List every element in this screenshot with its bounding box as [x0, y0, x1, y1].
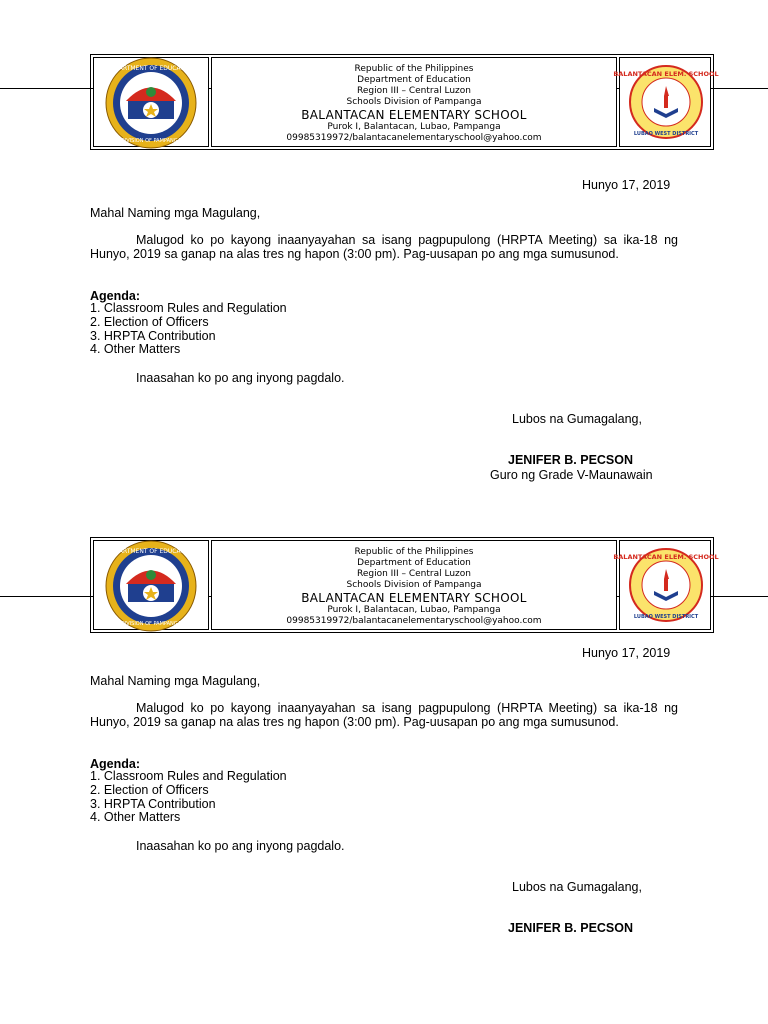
seal-bottom-text: DIVISION OF PAMPANGA	[120, 621, 182, 627]
school-seal-top-text: BALANTACAN ELEM. SCHOOL	[613, 70, 719, 78]
region-line: Region III – Central Luzon	[357, 569, 471, 579]
agenda-title: Agenda:	[90, 757, 140, 771]
deped-seal-icon	[104, 539, 198, 633]
school-name: BALANTACAN ELEMENTARY SCHOOL	[301, 591, 527, 605]
seal-bottom-text: DIVISION OF PAMPANGA	[120, 138, 182, 144]
school-address: Purok I, Balantacan, Lubao, Pampanga	[327, 122, 501, 132]
school-seal-icon	[613, 545, 719, 625]
signatory-title: Guro ng Grade V-Maunawain	[490, 468, 653, 482]
signatory-name: JENIFER B. PECSON	[508, 921, 634, 935]
salutation: Mahal Naming mga Magulang,	[90, 674, 261, 688]
school-seal-top-text: BALANTACAN ELEM. SCHOOL	[613, 553, 719, 561]
school-seal-bottom-text: LUBAO WEST DISTRICT	[633, 131, 699, 137]
complimentary-close: Lubos na Gumagalang,	[512, 880, 642, 894]
agenda-list	[90, 302, 287, 357]
seal-top-text: DEPARTMENT OF EDUCATION	[107, 65, 195, 72]
letterhead	[90, 537, 719, 633]
department-line: Department of Education	[357, 75, 471, 85]
signatory-name: JENIFER B. PECSON	[508, 453, 634, 467]
agenda-item: 1. Classroom Rules and Regulation	[90, 301, 287, 315]
letterhead-logo-cell-right	[613, 57, 719, 147]
agenda-item: 3. HRPTA Contribution	[90, 796, 216, 811]
agenda-list	[90, 770, 287, 825]
letter-body: Malugod ko po kayong inaanyayahan sa isang pagpupulong (HRPTA Meeting) sa ika-18 ng Hunyo, 2019 sa ganap na alas tres ng hapon (3:00 pm). Pag-uusapan po ang mga sumusunod.	[90, 701, 678, 729]
agenda-item: 4. Other Matters	[90, 342, 181, 357]
republic-line: Republic of the Philippines	[354, 64, 474, 74]
letter-date: Hunyo 17, 2019	[582, 178, 671, 192]
closing-line: Inaasahan ko po ang inyong pagdalo.	[136, 371, 345, 385]
school-seal-bottom-text: LUBAO WEST DISTRICT	[633, 614, 699, 620]
agenda-title: Agenda:	[90, 289, 140, 303]
region-line: Region III – Central Luzon	[357, 86, 471, 96]
letterhead-text-cell	[211, 540, 617, 630]
deped-seal-icon	[104, 56, 198, 150]
division-line: Schools Division of Pampanga	[346, 97, 482, 107]
letterhead-logo-cell-left	[93, 540, 209, 630]
agenda-item: 3. HRPTA Contribution	[90, 328, 216, 343]
agenda-item: 4. Other Matters	[90, 810, 181, 825]
letterhead-logo-cell-left	[93, 57, 209, 147]
letterhead-text-cell	[211, 57, 617, 147]
complimentary-close: Lubos na Gumagalang,	[512, 412, 642, 426]
agenda-item: 2. Election of Officers	[90, 314, 209, 329]
closing-line: Inaasahan ko po ang inyong pagdalo.	[136, 839, 345, 853]
school-name: BALANTACAN ELEMENTARY SCHOOL	[301, 108, 527, 122]
seal-top-text: DEPARTMENT OF EDUCATION	[107, 548, 195, 555]
salutation: Mahal Naming mga Magulang,	[90, 206, 261, 220]
letter-body: Malugod ko po kayong inaanyayahan sa isang pagpupulong (HRPTA Meeting) sa ika-18 ng Hunyo, 2019 sa ganap na alas tres ng hapon (3:00 pm). Pag-uusapan po ang mga sumusunod.	[90, 233, 678, 261]
letter-date: Hunyo 17, 2019	[582, 646, 671, 660]
school-contact: 09985319972/balantacanelementaryschool@yahoo.com	[286, 616, 542, 626]
school-seal-icon	[613, 62, 719, 142]
school-address: Purok I, Balantacan, Lubao, Pampanga	[327, 605, 501, 615]
agenda-item: 2. Election of Officers	[90, 782, 209, 797]
letterhead	[90, 54, 719, 150]
agenda-item: 1. Classroom Rules and Regulation	[90, 769, 287, 783]
republic-line: Republic of the Philippines	[354, 547, 474, 557]
division-line: Schools Division of Pampanga	[346, 580, 482, 590]
letterhead-logo-cell-right	[613, 540, 719, 630]
department-line: Department of Education	[357, 558, 471, 568]
school-contact: 09985319972/balantacanelementaryschool@yahoo.com	[286, 133, 542, 143]
